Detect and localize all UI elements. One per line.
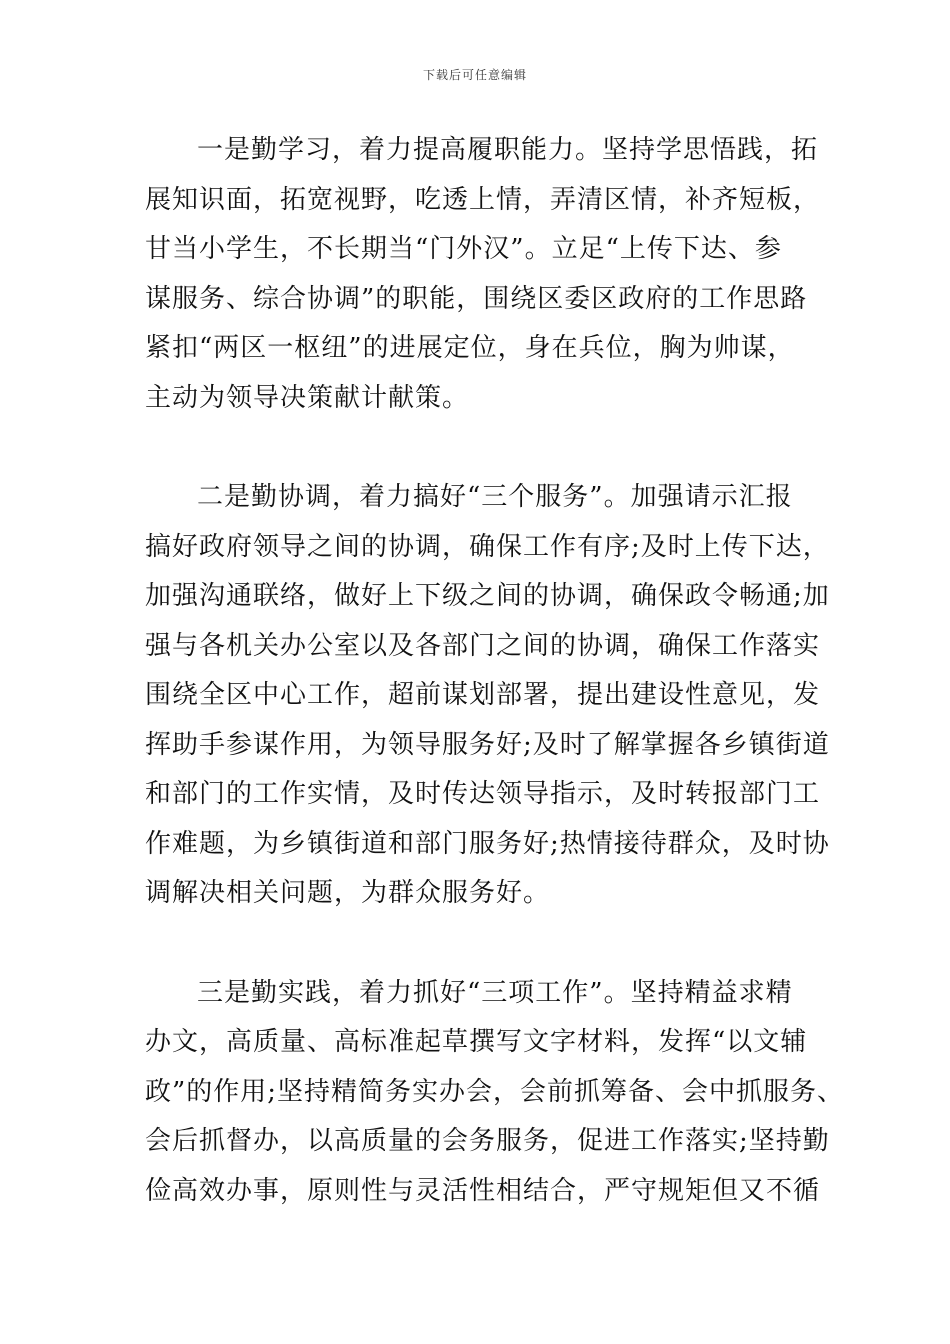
text-line: 搞好政府领导之间的协调，确保工作有序;及时上传下达， <box>145 531 830 562</box>
text-line: 调解决相关问题，为群众服务好。 <box>145 878 551 908</box>
text-line: 加强沟通联络，做好上下级之间的协调，确保政令畅通;加 <box>145 581 830 611</box>
text-line: 二是勤协调，着力搞好“三个服务”。加强请示汇报 <box>197 482 793 512</box>
page-header: 下载后可任意编辑 <box>422 68 527 82</box>
paragraph-2 <box>145 473 830 919</box>
text-line: 办文，高质量、高标准起草撰写文字材料，发挥“以文辅 <box>145 1027 808 1057</box>
text-line: 展知识面，拓宽视野，吃透上情，弄清区情，补齐短板， <box>145 184 821 215</box>
text-line: 挥助手参谋作用，为领导服务好;及时了解掌握各乡镇街道 <box>145 729 830 760</box>
text-line: 谋服务、综合协调”的职能，围绕区委区政府的工作思路 <box>145 283 808 314</box>
text-line: 主动为领导决策献计献策。 <box>145 382 470 413</box>
text-line: 和部门的工作实情，及时传达领导指示，及时转报部门工 <box>145 779 821 809</box>
paragraph-1 <box>145 126 821 423</box>
text-line: 一是勤学习，着力提高履职能力。坚持学思悟践，拓 <box>197 135 819 165</box>
text-line: 甘当小学生，不长期当“门外汉”。立足“上传下达、参 <box>145 234 782 264</box>
text-line: 政”的作用;坚持精简务实办会，会前抓筹备、会中抓服务、 <box>145 1076 845 1107</box>
paragraph-3 <box>145 969 845 1217</box>
text-line: 围绕全区中心工作，超前谋划部署，提出建设性意见，发 <box>145 680 821 710</box>
document-body <box>145 126 845 1266</box>
text-line: 紧扣“两区一枢纽”的进展定位，身在兵位，胸为帅谋， <box>145 333 795 363</box>
text-line: 三是勤实践，着力抓好“三项工作”。坚持精益求精 <box>197 977 793 1008</box>
text-line: 强与各机关办公室以及各部门之间的协调，确保工作落实 <box>145 630 821 661</box>
text-line: 作难题，为乡镇街道和部门服务好;热情接待群众，及时协 <box>145 828 830 859</box>
text-line: 会后抓督办，以高质量的会务服务，促进工作落实;坚持勤 <box>145 1126 830 1156</box>
text-line: 俭高效办事，原则性与灵活性相结合，严守规矩但又不循 <box>145 1175 821 1206</box>
